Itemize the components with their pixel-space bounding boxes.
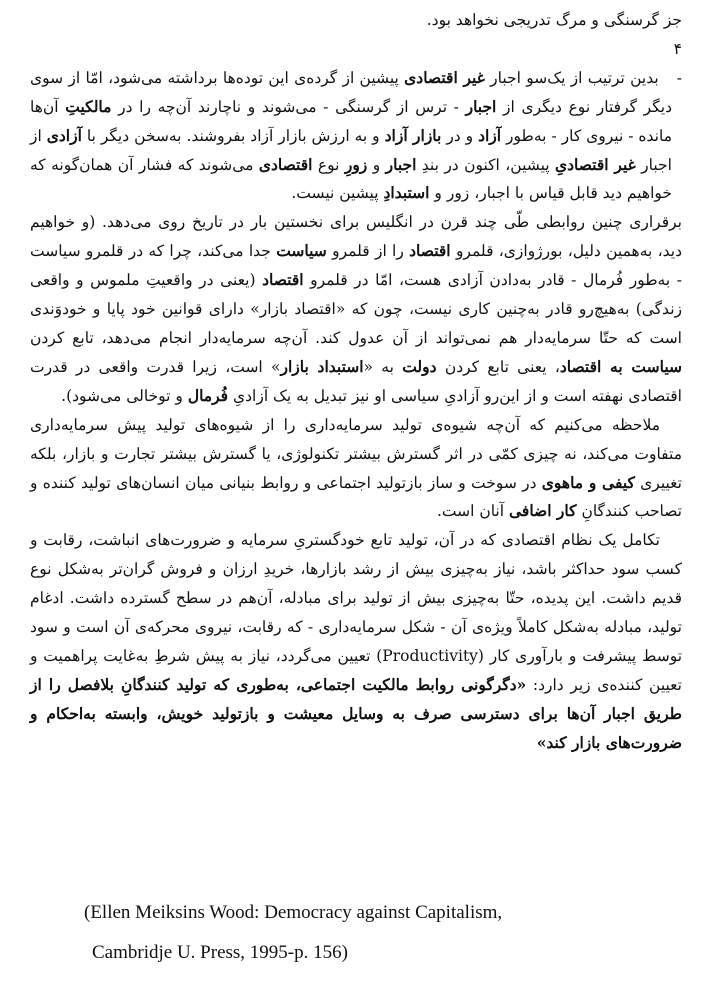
bold-term: غیر اقتصادی <box>404 67 485 87</box>
continuation-line: جز گرسنگی و مرگ تدریجی نخواهد بود. <box>426 11 682 29</box>
bold-term: اقتصادی <box>258 154 313 174</box>
bold-term: سیاست <box>276 241 327 261</box>
persian-body <box>30 6 682 758</box>
text-run: و در <box>446 126 474 145</box>
text-run: در سوخت و ساز بازتولید اجتماعی و روابط بنیانی میان انسان‌های تولید کننده و تصاحب کنندگانِ <box>30 473 682 521</box>
text-run: پیشین، اکنون در بندِ <box>421 155 550 174</box>
item-4 <box>30 35 682 208</box>
bold-term: کیفی و ماهوی <box>541 472 635 492</box>
text-run: بدین ترتیب از یک‌سو اجبار <box>490 68 659 87</box>
citation <box>84 893 644 973</box>
text-run: » است، زیرا قدرت واقعی در قدرت اقتصادی نهفته است و از این‌رو آزادیِ سیاسی او نیز تبدیل به یک آزادیِ <box>30 357 682 405</box>
text-run: از اجبار <box>30 126 672 174</box>
bold-quote: «دگرگونی روابط مالکیت اجتماعی، به‌طوری که تولید کنندگانِ بلافصل را از طریق اجبار آن‌ها برای دسترسی صرف به وسایل معیشت و بازتولید خویش، وابسته به‌احکام و ضرورت‌های بازار کند» <box>30 674 682 752</box>
bold-term: زورِ <box>344 154 368 174</box>
text-run: و توخالی می‌شود). <box>61 386 183 405</box>
bold-term: سیاست به اقتصاد <box>559 356 682 376</box>
bold-term: غیر اقتصادیِ <box>554 154 636 174</box>
bold-term: استبداد بازار <box>280 356 364 376</box>
bold-term: بازار آزاد <box>384 125 442 145</box>
bold-term: اقتصاد <box>262 270 304 290</box>
item-number: ۴ - <box>673 39 682 87</box>
text-run: ملاحظه می‌کنیم که آن‌چه شیوه‌ی تولید سرمایه‌داری را از شیوه‌های تولید پیش سرمایه‌داری متفاوت می‌کند، نه چیزی کمّی در اثر گسترش بیشتر تکنولوژی، یا گسترش بیشتر تجارت و بازار، بلکه تغییری <box>30 415 682 492</box>
text-run: به « <box>363 357 394 376</box>
text-run: تعیین می‌گردد، نیاز به پیش شرطِ به‌غایت پراهمیت و تعیین کننده‌ی زیر دارد: <box>30 646 682 694</box>
text-run: پیشین نیست. <box>291 184 379 203</box>
bold-term: آزاد <box>478 125 502 145</box>
text-run: آنان است. <box>436 502 505 521</box>
text-run: و <box>372 155 381 174</box>
citation-line-1: (Ellen Meiksins Wood: Democracy against Capitalism, <box>84 902 503 923</box>
paragraph-1 <box>30 208 682 410</box>
bold-term: مالکیتِ <box>65 96 112 116</box>
bold-term: اجبار <box>465 96 497 116</box>
text-run: (یعنی در واقعیتِ ملموس و واقعی زندگی) به‌هیچ‌رو قادر به‌چنین کاری نیست، چون که «اقتصاد بازار» دارای قوانین خود پایا و خودوَندی است که حتّا سرمایه‌دار هم نمی‌تواند از آن عدول کند. آن‌چه سرمایه‌دار انجام می‌دهد، تابع کردن <box>30 271 682 347</box>
text-run: - ترس از گرسنگی - می‌شوند و ناچارند آن‌چه را در <box>118 97 459 116</box>
citation-line-2: Cambridje U. Press, 1995-p. 156) <box>92 942 348 963</box>
bold-term: اجبار <box>385 154 417 174</box>
text-run: آن‌ها مانده - نیروی کار - به‌طور <box>30 97 673 145</box>
text-run: برقراری چنین روابطی طّی چند قرن در انگلیس برای نخستین بار در تاریخ روی می‌دهد. (و خواهیم دید، به‌همین دلیل، بورژوازی، قلمرو <box>30 213 683 261</box>
text-run: نوع <box>317 155 340 174</box>
paragraph-2 <box>30 411 682 527</box>
text-run: ، یعنی تابع کردن <box>444 357 560 376</box>
bold-term: کار اضافی <box>508 501 577 521</box>
text-run: پیشین از گرده‌ی این توده‌ها برداشته می‌شود، امّا از سوی دیگر گرفتار نوع دیگری از <box>30 68 672 116</box>
text-run: را از قلمرو <box>332 242 404 261</box>
text-run: و به ارزش بازار آزاد بفروشند. به‌سخن دیگر با <box>86 126 380 145</box>
text-run: جدا می‌کند، چرا که در قلمرو سیاست - به‌طور فُرمال - قادر به‌دادن آزادی هست، امّا در قلمرو <box>30 242 682 290</box>
paragraph-3 <box>30 526 682 757</box>
bold-term: اقتصاد <box>409 241 451 261</box>
text-run: می‌شوند که فشار آن همان‌گونه که خواهیم دید قابل قیاس با اجبار، زور و <box>30 155 672 203</box>
bold-term: دولت <box>402 356 437 376</box>
text-run: تکامل یک نظام اقتصادی که در آن، تولید تابع خودگستریِ سرمایه و ضرورت‌های انباشت، رقابت و کسب سود حداکثر باشد، نیاز به‌چیزی بیش از رشد بازارها، خریدِ ارزان و فروش گران‌تر به‌شکل نوع قدیم داشت. این پدیده، حتّا به‌چیزی بیش از تولید برای مبادله، آن‌هم در سطح گسترده داشت. ادغام تولید، مبادله به‌شکل کاملاً ویژه‌ی آن - شکل سرمایه‌داری - که رقابت، نیروی محرکه‌ی آن است و سود توسط پیشرفت و بارآوری کار <box>30 531 683 665</box>
latin-term: (Productivity) <box>376 646 484 665</box>
bold-term: آزادی <box>46 125 82 145</box>
bold-term: استبدادِ <box>383 183 430 203</box>
bold-term: فُرمال <box>187 385 229 405</box>
